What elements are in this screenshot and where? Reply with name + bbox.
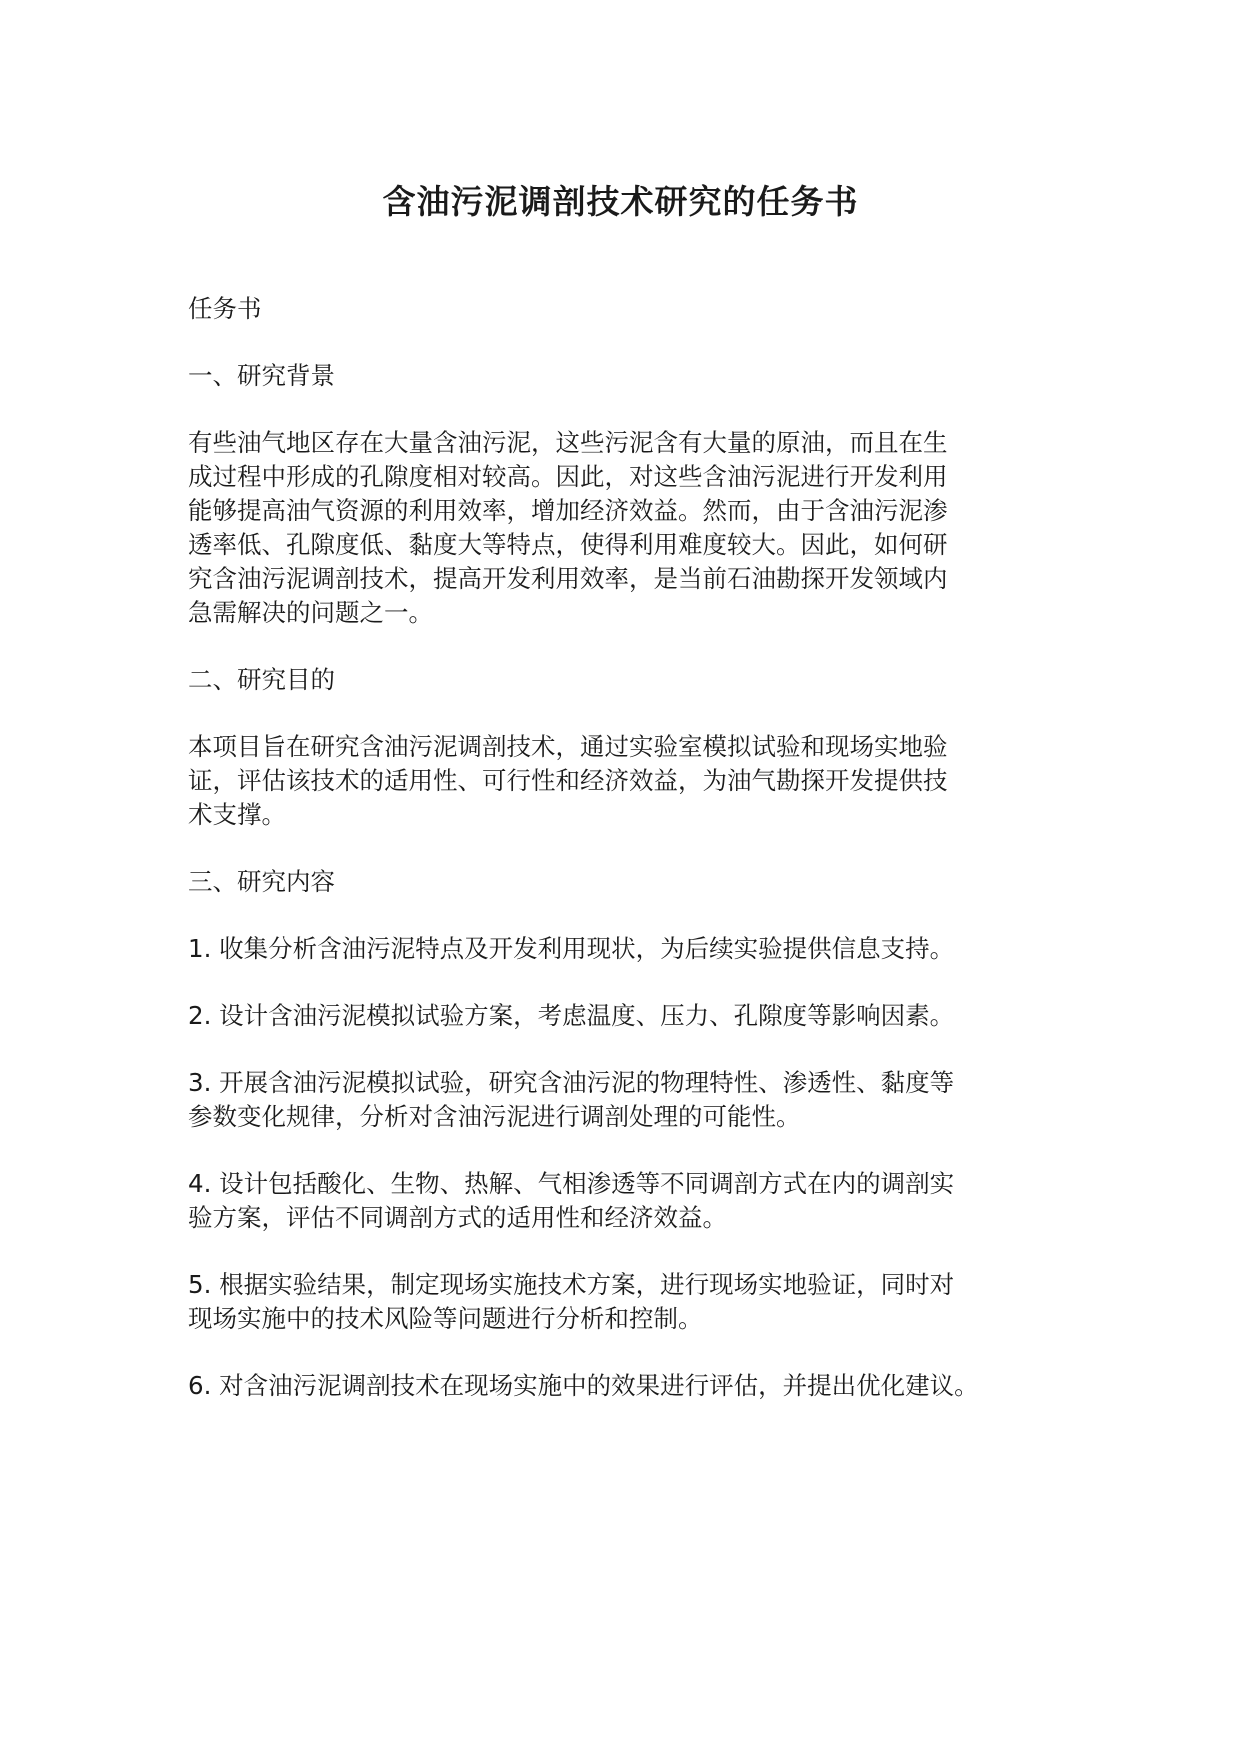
list-item-3 — [188, 1066, 1068, 1134]
document-body — [188, 292, 1068, 1436]
list-item-5 — [188, 1268, 1068, 1336]
text-line: 究含油污泥调剖技术，提高开发利用效率，是当前石油勘探开发领域内 — [188, 564, 948, 593]
text-line: 5. 根据实验结果，制定现场实施技术方案，进行现场实地验证，同时对 — [188, 1270, 955, 1299]
text-line: 证，评估该技术的适用性、可行性和经济效益，为油气勘探开发提供技 — [188, 766, 948, 795]
text-line: 验方案，评估不同调剖方式的适用性和经济效益。 — [188, 1203, 727, 1232]
list-item-1 — [188, 932, 1068, 966]
section-heading-content: 三、研究内容 — [188, 867, 335, 896]
text-line: 有些油气地区存在大量含油污泥，这些污泥含有大量的原油，而且在生 — [188, 428, 948, 457]
text-line: 成过程中形成的孔隙度相对较高。因此，对这些含油污泥进行开发利用 — [188, 462, 948, 491]
text-line: 现场实施中的技术风险等问题进行分析和控制。 — [188, 1304, 703, 1333]
text-line: 本项目旨在研究含油污泥调剖技术，通过实验室模拟试验和现场实地验 — [188, 732, 948, 761]
text-line: 3. 开展含油污泥模拟试验，研究含油污泥的物理特性、渗透性、黏度等 — [188, 1068, 955, 1097]
text-line: 4. 设计包括酸化、生物、热解、气相渗透等不同调剖方式在内的调剖实 — [188, 1169, 955, 1198]
section-heading-task: 任务书 — [188, 294, 262, 323]
text-line: 术支撑。 — [188, 800, 286, 829]
document-title: 含油污泥调剖技术研究的任务书 — [382, 182, 859, 221]
text-line: 参数变化规律，分析对含油污泥进行调剖处理的可能性。 — [188, 1102, 801, 1131]
text-line: 能够提高油气资源的利用效率，增加经济效益。然而，由于含油污泥渗 — [188, 496, 948, 525]
text-line: 1. 收集分析含油污泥特点及开发利用现状，为后续实验提供信息支持。 — [188, 934, 955, 963]
list-item-2 — [188, 999, 1068, 1033]
paragraph-background — [188, 426, 1068, 630]
section-heading-purpose: 二、研究目的 — [188, 665, 335, 694]
text-line: 急需解决的问题之一。 — [188, 598, 433, 627]
list-item-4 — [188, 1167, 1068, 1235]
text-line: 6. 对含油污泥调剖技术在现场实施中的效果进行评估，并提出优化建议。 — [188, 1371, 979, 1400]
text-line: 2. 设计含油污泥模拟试验方案，考虑温度、压力、孔隙度等影响因素。 — [188, 1001, 955, 1030]
text-line: 透率低、孔隙度低、黏度大等特点，使得利用难度较大。因此，如何研 — [188, 530, 948, 559]
paragraph-purpose — [188, 730, 1068, 832]
list-item-6 — [188, 1369, 1068, 1403]
section-heading-background: 一、研究背景 — [188, 361, 335, 390]
